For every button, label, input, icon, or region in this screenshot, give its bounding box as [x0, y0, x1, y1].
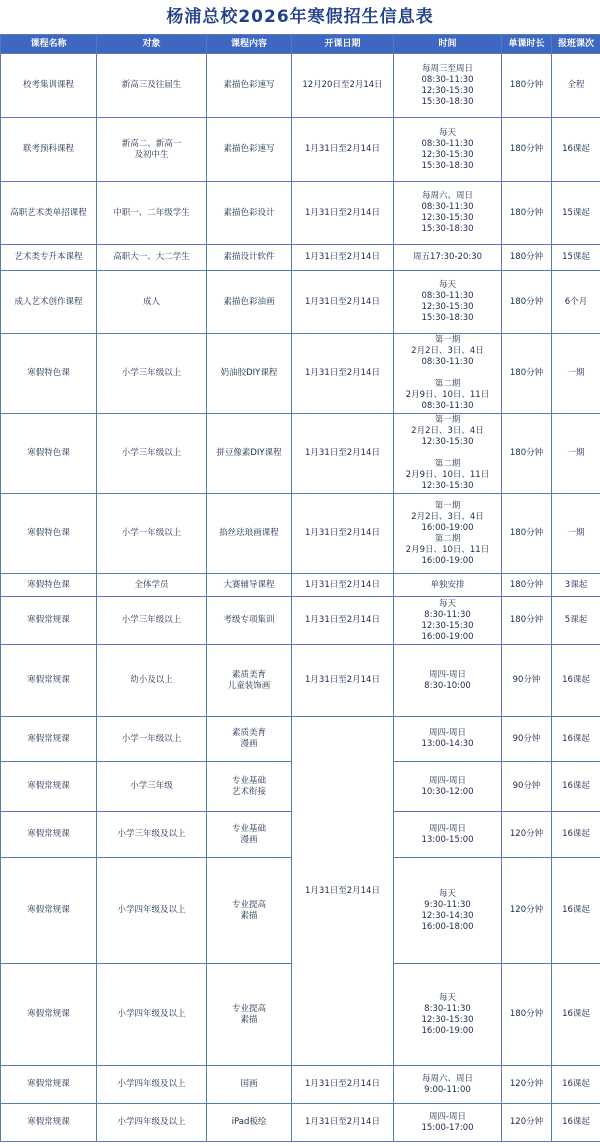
duration: 90分钟: [502, 717, 552, 762]
target: 小学四年级及以上: [97, 1066, 207, 1104]
sessions: 一期: [552, 334, 600, 414]
content: 大赛辅导课程: [207, 574, 292, 597]
course-name: 寒假常规课: [1, 762, 97, 812]
course-name: 成人艺术创作课程: [1, 271, 97, 334]
table-row: [1, 271, 600, 334]
start-date: 1月31日至2月14日: [292, 494, 394, 574]
sessions: 一期: [552, 494, 600, 574]
table-row: [1, 54, 600, 118]
target: 高职大一、大二学生: [97, 245, 207, 271]
sessions: 5课起: [552, 597, 600, 645]
start-date: 1月31日至2月14日: [292, 182, 394, 245]
sessions: 16课起: [552, 1104, 600, 1142]
table-row: [1, 597, 600, 645]
duration: 180分钟: [502, 54, 552, 118]
time: 单独安排: [394, 574, 502, 597]
page-title: 杨浦总校2026年寒假招生信息表: [166, 7, 434, 27]
content: 素质美育 漫画: [207, 717, 292, 762]
target: 小学三年级及以上: [97, 812, 207, 858]
content: 奶油胶DIY课程: [207, 334, 292, 414]
content: 素描色彩速写: [207, 54, 292, 118]
time: 每天 08:30-11:30 12:30-15:30 15:30-18:30: [394, 118, 502, 182]
start-date: 1月31日至2月14日: [292, 574, 394, 597]
time: 周五17:30-20:30: [394, 245, 502, 271]
course-name: 高职艺术类单招课程: [1, 182, 97, 245]
target: 小学四年级及以上: [97, 1104, 207, 1142]
target: 新高三及往届生: [97, 54, 207, 118]
course-name: 寒假特色课: [1, 414, 97, 494]
time: 周四-周日 15:00-17:00: [394, 1104, 502, 1142]
target: 全体学员: [97, 574, 207, 597]
target: 小学一年级以上: [97, 494, 207, 574]
content: 素描色彩油画: [207, 271, 292, 334]
course-name: 艺术类专升本课程: [1, 245, 97, 271]
target: 小学四年级及以上: [97, 858, 207, 964]
table-row: [1, 334, 600, 414]
time: 周四-周日 13:00-14:30: [394, 717, 502, 762]
time: 第一期 2月2日、3日、4日 08:30-11:30 第二期 2月9日、10日、11日 08:30-11:30: [394, 334, 502, 414]
table-row: [1, 645, 600, 717]
header-content: 课程内容: [207, 35, 292, 54]
sessions: 16课起: [552, 812, 600, 858]
duration: 120分钟: [502, 812, 552, 858]
start-date: 1月31日至2月14日: [292, 717, 394, 1066]
table-row: [1, 245, 600, 271]
sessions: 一期: [552, 414, 600, 494]
content: 国画: [207, 1066, 292, 1104]
duration: 90分钟: [502, 762, 552, 812]
duration: 120分钟: [502, 1104, 552, 1142]
header-target: 对象: [97, 35, 207, 54]
header-sessions: 报班课次: [552, 35, 600, 54]
duration: 180分钟: [502, 414, 552, 494]
start-date: 1月31日至2月14日: [292, 245, 394, 271]
duration: 180分钟: [502, 597, 552, 645]
time: 周四-周日 13:00-15:00: [394, 812, 502, 858]
target: 成人: [97, 271, 207, 334]
time: 每天 9:30-11:30 12:30-14:30 16:00-18:00: [394, 858, 502, 964]
time: 周四-周日 8:30-10:00: [394, 645, 502, 717]
table-row: [1, 182, 600, 245]
content: 考级专项集训: [207, 597, 292, 645]
header-course-name: 课程名称: [1, 35, 97, 54]
duration: 180分钟: [502, 334, 552, 414]
course-name: 寒假常规课: [1, 597, 97, 645]
time: 每周六、周日 08:30-11:30 12:30-15:30 15:30-18:30: [394, 182, 502, 245]
sessions: 16课起: [552, 762, 600, 812]
course-name: 寒假常规课: [1, 812, 97, 858]
target: 中职一、二年级学生: [97, 182, 207, 245]
target: 小学三年级以上: [97, 334, 207, 414]
duration: 120分钟: [502, 858, 552, 964]
start-date: 1月31日至2月14日: [292, 645, 394, 717]
target: 幼小及以上: [97, 645, 207, 717]
content: 专业基础 漫画: [207, 812, 292, 858]
sessions: 15课起: [552, 182, 600, 245]
course-name: 校考集训课程: [1, 54, 97, 118]
target: 小学三年级以上: [97, 597, 207, 645]
target: 小学四年级及以上: [97, 964, 207, 1066]
header-start-date: 开课日期: [292, 35, 394, 54]
duration: 120分钟: [502, 1066, 552, 1104]
time: 第一期 2月2日、3日、4日 12:30-15:30 第二期 2月9日、10日、11日 12:30-15:30: [394, 414, 502, 494]
course-name: 寒假常规课: [1, 1104, 97, 1142]
content: 素质美育 儿童装饰画: [207, 645, 292, 717]
time: 周四-周日 10:30-12:00: [394, 762, 502, 812]
content: 专业提高 素描: [207, 858, 292, 964]
start-date: 1月31日至2月14日: [292, 334, 394, 414]
sessions: 16课起: [552, 645, 600, 717]
time: 第一期 2月2日、3日、4日 16:00-19:00 第二期 2月9日、10日、11日 16:00-19:00: [394, 494, 502, 574]
content: 素描色彩速写: [207, 118, 292, 182]
table-row: [1, 414, 600, 494]
content: 专业基础 艺术衔接: [207, 762, 292, 812]
target: 小学三年级: [97, 762, 207, 812]
course-name: 寒假常规课: [1, 858, 97, 964]
course-name: 寒假特色课: [1, 334, 97, 414]
start-date: 1月31日至2月14日: [292, 1066, 394, 1104]
duration: 180分钟: [502, 118, 552, 182]
start-date: 1月31日至2月14日: [292, 597, 394, 645]
sessions: 16课起: [552, 717, 600, 762]
time: 每天 8:30-11:30 12:30-15:30 16:00-19:00: [394, 597, 502, 645]
sessions: 3课起: [552, 574, 600, 597]
header-row: [1, 35, 600, 54]
table-row: [1, 494, 600, 574]
sessions: 16课起: [552, 118, 600, 182]
course-name: 寒假特色课: [1, 494, 97, 574]
target: 小学一年级以上: [97, 717, 207, 762]
header-time: 时间: [394, 35, 502, 54]
start-date: 12月20日至2月14日: [292, 54, 394, 118]
duration: 180分钟: [502, 964, 552, 1066]
table-row: [1, 118, 600, 182]
start-date: 1月31日至2月14日: [292, 414, 394, 494]
enrollment-table: [0, 34, 600, 1142]
course-name: 寒假常规课: [1, 645, 97, 717]
header-duration: 单课时长: [502, 35, 552, 54]
time: 每天 8:30-11:30 12:30-15:30 16:00-19:00: [394, 964, 502, 1066]
start-date: 1月31日至2月14日: [292, 271, 394, 334]
duration: 180分钟: [502, 245, 552, 271]
sessions: 16课起: [552, 858, 600, 964]
sessions: 16课起: [552, 1066, 600, 1104]
time: 每周三至周日 08:30-11:30 12:30-15:30 15:30-18:30: [394, 54, 502, 118]
target: 小学三年级以上: [97, 414, 207, 494]
duration: 180分钟: [502, 574, 552, 597]
course-name: 联考预科课程: [1, 118, 97, 182]
duration: 180分钟: [502, 271, 552, 334]
content: 素描色彩设计: [207, 182, 292, 245]
content: iPad板绘: [207, 1104, 292, 1142]
table-row: [1, 1066, 600, 1104]
sessions: 16课起: [552, 964, 600, 1066]
course-name: 寒假特色课: [1, 574, 97, 597]
content: 拼豆像素DIY课程: [207, 414, 292, 494]
duration: 180分钟: [502, 182, 552, 245]
course-name: 寒假常规课: [1, 717, 97, 762]
table-row: [1, 1104, 600, 1142]
duration: 180分钟: [502, 494, 552, 574]
time: 每天 08:30-11:30 12:30-15:30 15:30-18:30: [394, 271, 502, 334]
content: 素描设计软件: [207, 245, 292, 271]
target: 新高二、新高一 及初中生: [97, 118, 207, 182]
course-name: 寒假常规课: [1, 1066, 97, 1104]
table-row: [1, 574, 600, 597]
content: 掐丝珐琅画课程: [207, 494, 292, 574]
start-date: 1月31日至2月14日: [292, 1104, 394, 1142]
sessions: 6个月: [552, 271, 600, 334]
duration: 90分钟: [502, 645, 552, 717]
start-date: 1月31日至2月14日: [292, 118, 394, 182]
time: 每周六、周日 9:00-11:00: [394, 1066, 502, 1104]
course-name: 寒假常规课: [1, 964, 97, 1066]
table-row: [1, 717, 600, 762]
sessions: 全程: [552, 54, 600, 118]
content: 专业提高 素描: [207, 964, 292, 1066]
sessions: 15课起: [552, 245, 600, 271]
